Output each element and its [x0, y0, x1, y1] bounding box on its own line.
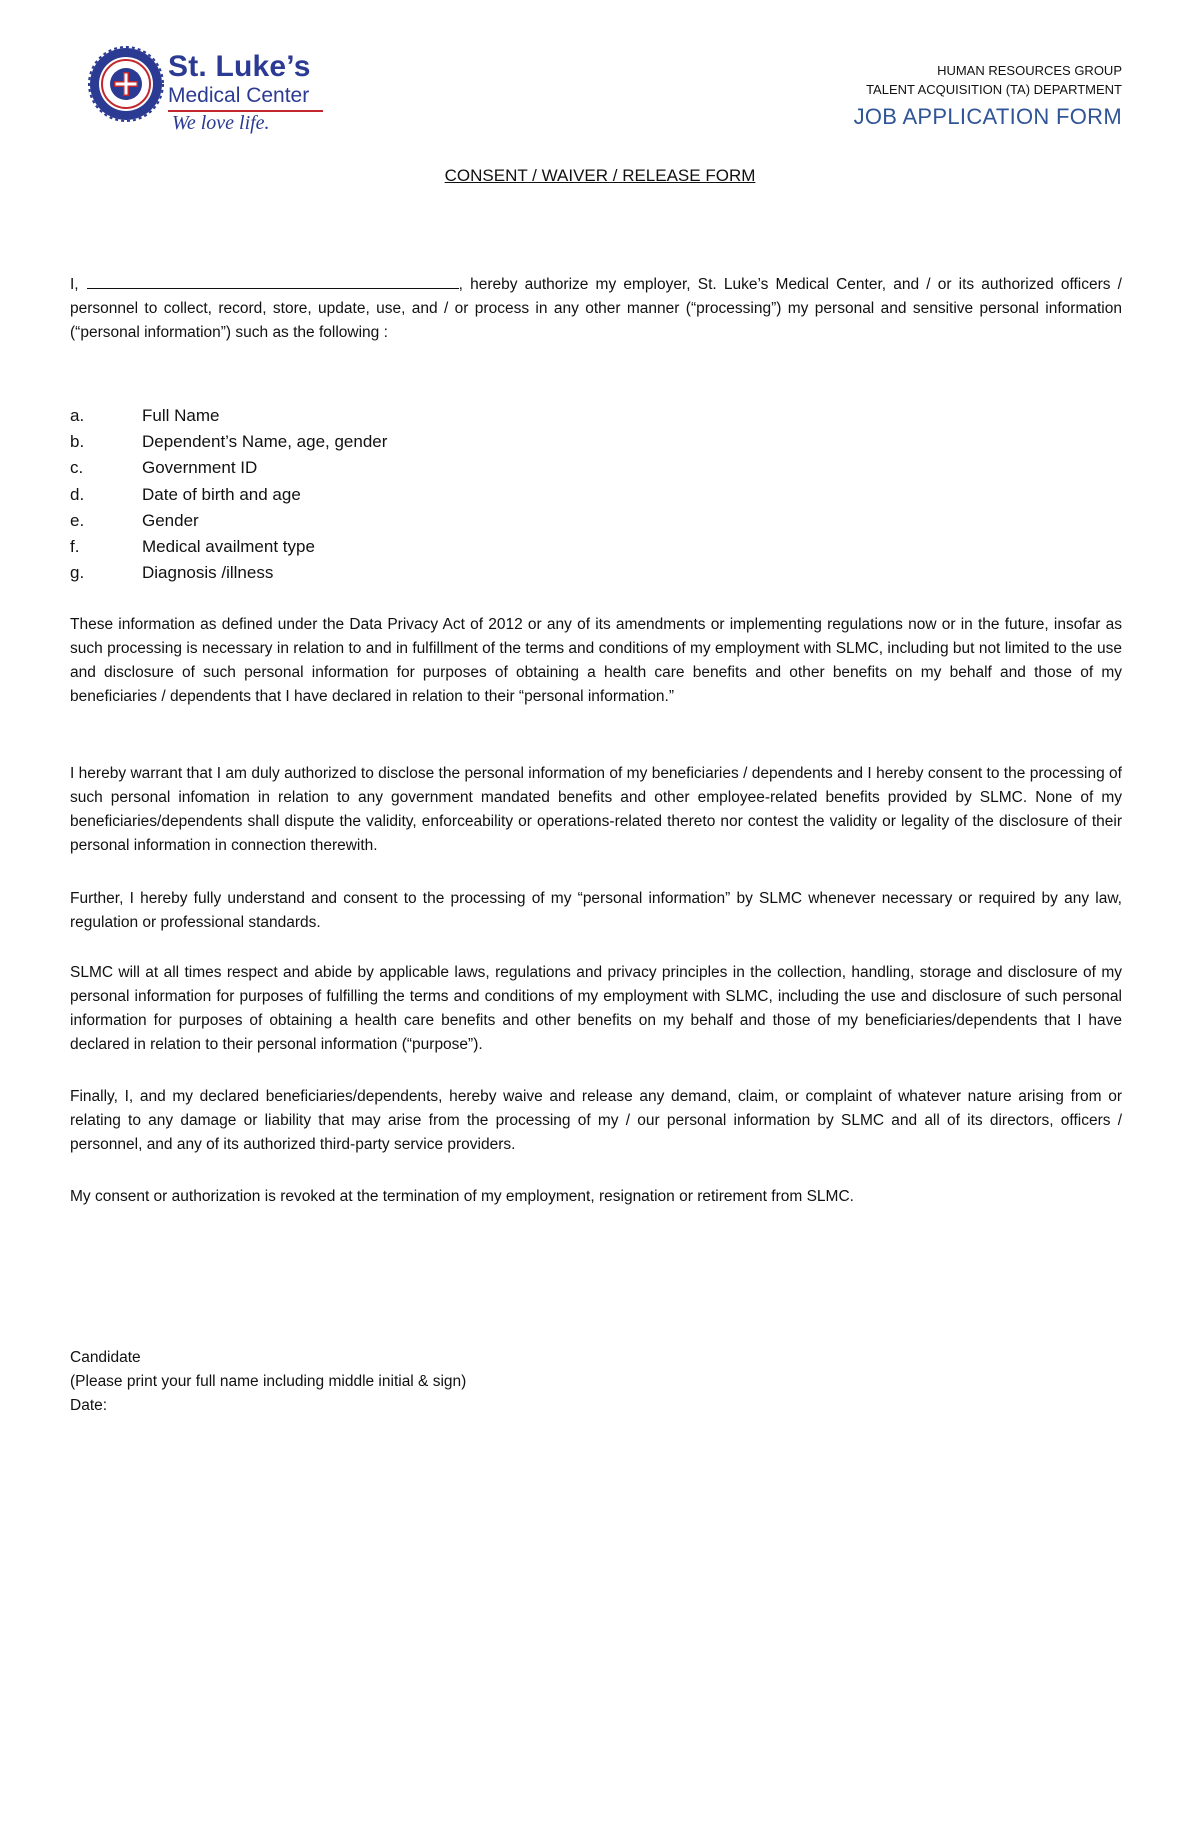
logo-name: St. Luke’s — [168, 50, 311, 83]
slmc-logo — [88, 46, 328, 136]
list-item — [70, 560, 387, 586]
candidate-label: Candidate — [70, 1349, 141, 1366]
list-item — [70, 403, 387, 429]
header-form-title: JOB APPLICATION FORM — [853, 104, 1122, 129]
signature-block — [70, 1346, 466, 1418]
logo-subtitle: Medical Center — [168, 84, 310, 107]
slmc-seal-icon — [88, 46, 164, 122]
signature-instruction: (Please print your full name including middle initial & sign) — [70, 1373, 467, 1390]
list-item — [70, 534, 387, 560]
paragraph-waiver: Finally, I, and my declared beneficiaries/dependents, hereby waive and release any demand, claim, or complaint of whatever nature arising from or relating to any damage or liability that may arise from the processing of my / our personal information by SLMC and all of its directors, officers / personnel, and any of its authorized third-party service providers. — [70, 1088, 1122, 1153]
paragraph-further-consent: Further, I hereby fully understand and consent to the processing of my “personal information” by SLMC whenever necessary or required by any law, regulation or professional standards. — [70, 890, 1122, 931]
list-text: Full Name — [142, 406, 220, 425]
document-title: CONSENT / WAIVER / RELEASE FORM — [444, 166, 756, 185]
paragraph-revocation: My consent or authorization is revoked at the termination of my employment, resignation or retirement from SLMC. — [70, 1188, 854, 1205]
list-text: Gender — [142, 510, 199, 530]
name-blank-line[interactable] — [87, 272, 459, 289]
list-letter: f. — [70, 537, 80, 557]
list-text: Government ID — [142, 458, 258, 478]
list-letter: c. — [70, 458, 84, 478]
logo-tagline: We love life. — [172, 112, 270, 134]
list-letter: e. — [70, 510, 85, 530]
list-item — [70, 429, 387, 455]
list-text: Dependent’s Name, age, gender — [142, 432, 388, 452]
list-letter: d. — [70, 484, 85, 504]
date-label: Date: — [70, 1397, 108, 1414]
list-item — [70, 455, 387, 481]
list-item — [70, 508, 387, 534]
header-group: HUMAN RESOURCES GROUP — [937, 63, 1122, 78]
intro-text: , hereby authorize my employer, St. Luke’s Medical Center, and / or its authorized officers / personnel to collect, record, store, update, use, and / or process in any other manner (“processing”) my personal and sensitive personal information (“personal information”) such as the following : — [70, 276, 1122, 341]
list-text: Date of birth and age — [142, 484, 301, 504]
paragraph-data-privacy: These information as defined under the Data Privacy Act of 2012 or any of its amendments or implementing regulations now or in the future, insofar as such processing is necessary in relation to and in fulfillment of the terms and conditions of my employment with SLMC, including but not limited to the use and disclosure of such personal information for purposes of obtaining a health care benefits and other benefits on my behalf and those of my beneficiaries / dependents that I have declared in relation to their “personal information.” — [70, 616, 1122, 705]
list-letter: b. — [70, 432, 85, 452]
list-letter: a. — [70, 406, 85, 425]
information-list — [70, 403, 387, 586]
paragraph-warranty: I hereby warrant that I am duly authorized to disclose the personal information of my beneficiaries / dependents and I hereby consent to the processing of such personal infomation in relation to any government mandated benefits and other employee-related benefits provided by SLMC. None of my beneficiaries/dependents shall dispute the validity, enforceability or operations-related thereto nor contest the validity or legality of the disclosure of their personal information in connection therewith. — [70, 765, 1122, 854]
list-text: Medical availment type — [142, 537, 315, 557]
list-text: Diagnosis /illness — [142, 563, 274, 583]
paragraph-slmc-obligations: SLMC will at all times respect and abide by applicable laws, regulations and privacy principles in the collection, handling, storage and disclosure of my personal information for purposes of fulfilling the terms and conditions of my employment with SLMC, including the use and disclosure of such personal information for purposes of obtaining a health care benefits and other benefits on my behalf and those of my beneficiaries/dependents that I have declared in relation to their personal information (“purpose”). — [70, 964, 1122, 1053]
intro-paragraph — [70, 272, 1122, 345]
list-letter: g. — [70, 563, 85, 583]
header-department: TALENT ACQUISITION (TA) DEPARTMENT — [866, 82, 1122, 97]
intro-prefix: I, — [70, 276, 79, 293]
list-item — [70, 482, 387, 508]
